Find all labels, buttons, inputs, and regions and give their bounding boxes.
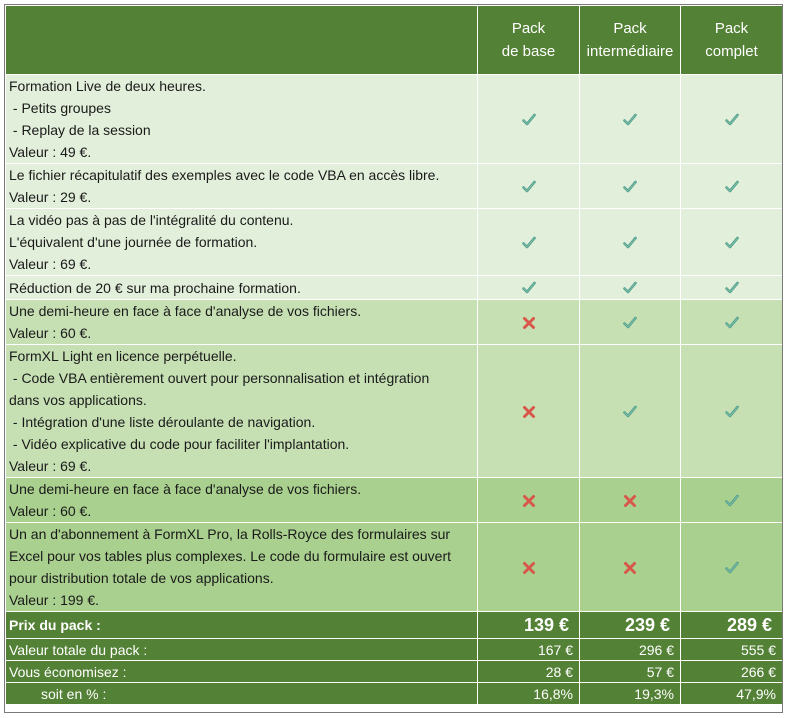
feature-included-cell — [681, 164, 783, 209]
cross-icon — [521, 402, 537, 418]
feature-description — [6, 345, 478, 478]
percent-value: 47,9% — [681, 683, 783, 705]
feature-line: Valeur : 29 €. — [9, 189, 92, 205]
feature-row — [6, 164, 783, 209]
header-corner — [6, 6, 478, 75]
feature-excluded-cell — [478, 345, 580, 478]
check-icon — [622, 177, 638, 193]
feature-included-cell — [580, 345, 681, 478]
header-pack-base — [478, 6, 580, 75]
feature-line: Une demi-heure en face à face d'analyse de vos fichiers. — [9, 303, 362, 319]
feature-description — [6, 276, 478, 300]
feature-row — [6, 523, 783, 612]
header-row — [6, 6, 783, 75]
feature-excluded-cell — [580, 478, 681, 523]
feature-line: Le fichier récapitulatif des exemples avec le code VBA en accès libre. — [9, 167, 440, 183]
percent-value: 19,3% — [580, 683, 681, 705]
feature-included-cell — [478, 75, 580, 164]
total-value-label: Valeur totale du pack : — [6, 639, 478, 661]
check-icon — [622, 233, 638, 249]
feature-included-cell — [478, 276, 580, 300]
header-pack-intermediaire-line2: intermédiaire — [586, 43, 674, 60]
check-icon — [724, 558, 740, 574]
feature-excluded-cell — [478, 523, 580, 612]
header-pack-complet-line2: complet — [705, 43, 758, 60]
feature-included-cell — [478, 164, 580, 209]
feature-line: - Intégration d'une liste déroulante de navigation. — [9, 414, 316, 430]
feature-included-cell — [580, 75, 681, 164]
feature-description — [6, 164, 478, 209]
price-row — [6, 612, 783, 639]
feature-included-cell — [681, 75, 783, 164]
feature-excluded-cell — [580, 523, 681, 612]
check-icon — [622, 313, 638, 329]
check-icon — [724, 491, 740, 507]
feature-line: L'équivalent d'une journée de formation. — [9, 234, 258, 250]
check-icon — [724, 402, 740, 418]
feature-line: FormXL Light en licence perpétuelle. — [9, 348, 237, 364]
savings-value: 266 € — [681, 661, 783, 683]
feature-description — [6, 523, 478, 612]
price-label: Prix du pack : — [6, 612, 478, 639]
feature-included-cell — [681, 300, 783, 345]
header-pack-base-line1: Pack — [511, 20, 546, 37]
feature-included-cell — [580, 276, 681, 300]
price-value: 139 € — [478, 612, 580, 639]
feature-excluded-cell — [478, 478, 580, 523]
feature-included-cell — [478, 209, 580, 276]
feature-line: Une demi-heure en face à face d'analyse de vos fichiers. — [9, 481, 362, 497]
check-icon — [622, 110, 638, 126]
feature-description — [6, 75, 478, 164]
feature-line: pour distribution totale de vos applications. — [9, 570, 274, 586]
price-value: 239 € — [580, 612, 681, 639]
feature-row — [6, 478, 783, 523]
total-value: 167 € — [478, 639, 580, 661]
feature-line: Un an d'abonnement à FormXL Pro, la Rolls-Royce des formulaires sur — [9, 526, 451, 542]
cross-icon — [521, 491, 537, 507]
feature-row — [6, 276, 783, 300]
feature-included-cell — [681, 523, 783, 612]
header-pack-intermediaire-line1: Pack — [613, 20, 647, 37]
check-icon — [521, 110, 537, 126]
check-icon — [724, 233, 740, 249]
check-icon — [724, 279, 740, 295]
feature-description — [6, 478, 478, 523]
feature-line: - Vidéo explicative du code pour faciliter l'implantation. — [9, 436, 350, 452]
cross-icon — [622, 558, 638, 574]
feature-included-cell — [681, 276, 783, 300]
feature-line: Valeur : 60 €. — [9, 503, 92, 519]
percent-value: 16,8% — [478, 683, 580, 705]
savings-value: 28 € — [478, 661, 580, 683]
header-pack-complet-line1: Pack — [714, 20, 749, 37]
feature-line: La vidéo pas à pas de l'intégralité du contenu. — [9, 212, 294, 228]
check-icon — [521, 233, 537, 249]
feature-included-cell — [580, 209, 681, 276]
total-value: 296 € — [580, 639, 681, 661]
feature-line: Valeur : 60 €. — [9, 325, 92, 341]
feature-excluded-cell — [478, 300, 580, 345]
feature-included-cell — [580, 164, 681, 209]
feature-line: - Code VBA entièrement ouvert pour personnalisation et intégration — [9, 370, 430, 386]
feature-line: dans vos applications. — [9, 392, 147, 408]
feature-line: - Replay de la session — [9, 122, 151, 138]
feature-line: - Petits groupes — [9, 100, 111, 116]
check-icon — [521, 279, 537, 295]
cross-icon — [521, 313, 537, 329]
feature-row — [6, 345, 783, 478]
total-value: 555 € — [681, 639, 783, 661]
feature-line: Valeur : 69 €. — [9, 458, 92, 474]
feature-row — [6, 300, 783, 345]
check-icon — [622, 402, 638, 418]
check-icon — [521, 177, 537, 193]
percent-row — [6, 683, 783, 705]
feature-included-cell — [681, 345, 783, 478]
price-value: 289 € — [681, 612, 783, 639]
feature-line: Valeur : 69 €. — [9, 256, 92, 272]
check-icon — [724, 313, 740, 329]
feature-row — [6, 209, 783, 276]
feature-line: Excel pour vos tables plus complexes. Le code du formulaire est ouvert — [9, 548, 452, 564]
pricing-table — [5, 5, 783, 705]
feature-description — [6, 209, 478, 276]
header-pack-complet — [681, 6, 783, 75]
cross-icon — [521, 558, 537, 574]
feature-line: Valeur : 199 €. — [9, 592, 100, 608]
feature-included-cell — [681, 478, 783, 523]
check-icon — [724, 110, 740, 126]
feature-row — [6, 75, 783, 164]
feature-line: Valeur : 49 €. — [9, 144, 92, 160]
savings-value: 57 € — [580, 661, 681, 683]
feature-line: Formation Live de deux heures. — [9, 78, 206, 94]
header-pack-intermediaire — [580, 6, 681, 75]
savings-label: Vous économisez : — [6, 661, 478, 683]
header-pack-base-line2: de base — [501, 43, 556, 60]
check-icon — [622, 279, 638, 295]
feature-included-cell — [681, 209, 783, 276]
feature-description — [6, 300, 478, 345]
percent-label: soit en % : — [6, 683, 478, 705]
total-value-row — [6, 639, 783, 661]
check-icon — [724, 177, 740, 193]
feature-included-cell — [580, 300, 681, 345]
cross-icon — [622, 491, 638, 507]
feature-line: Réduction de 20 € sur ma prochaine formation. — [9, 279, 301, 296]
savings-row — [6, 661, 783, 683]
